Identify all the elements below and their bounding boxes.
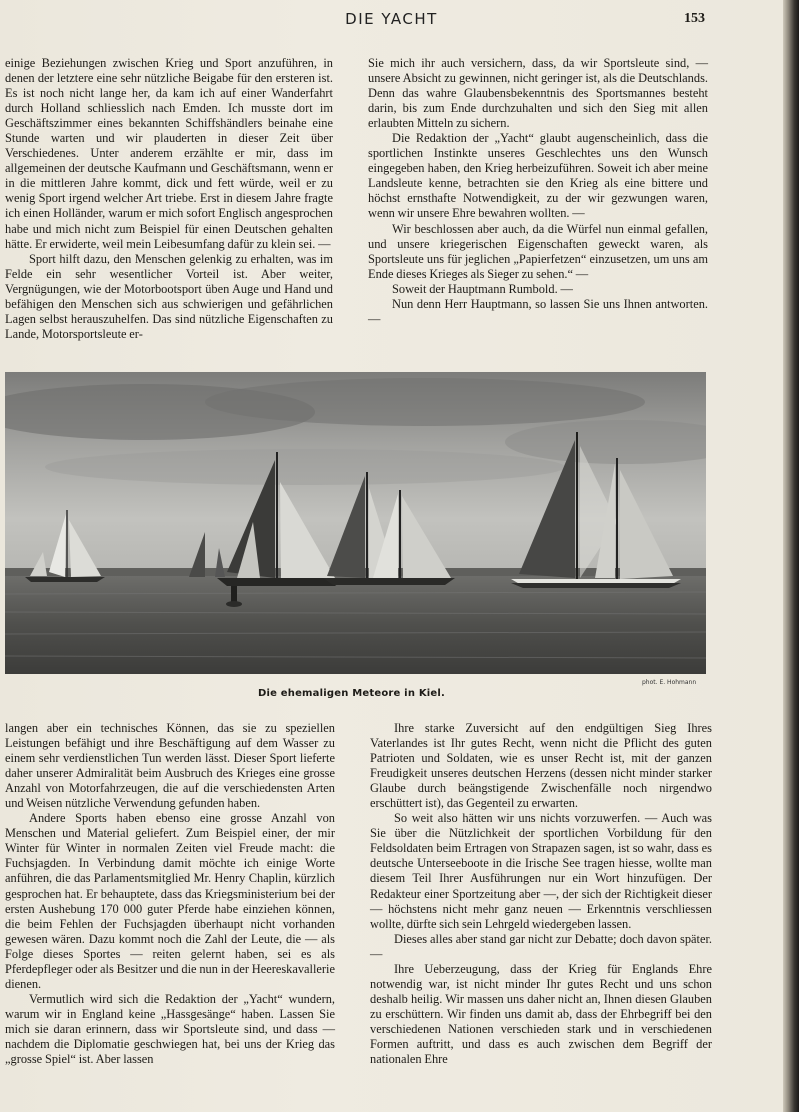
photo-credit: phot. E. Hohmann [642,679,697,686]
text-column-bottom-right [370,721,712,1067]
paragraph: langen aber ein technisches Können, das sie zu speziellen Leistungen befähigt und ihre Beschäftigung auf dem Wasser zu einem sehr verdienstlichen Tun werden lässt. Dieser Sport lieferte daher unserer Admiralität beim Ausbruch des Krieges eine grosse Anzahl von Motorfahrzeugen, die auf die verschiedensten Arten und Weisen nützliche Verwendung gefunden haben. [5,721,335,811]
paragraph: Die Redaktion der „Yacht“ glaubt augenscheinlich, dass die sportlichen Instinkte unseres Geschlechtes uns den Wunsch eingegeben haben, den Krieg herbeizuführen. Soweit ich aber meine Landsleute kenne, betrachten sie den Krieg als eine bittere und höchst ernsthafte Notwendigkeit, zu der wir gezwungen waren, wenn wir unsere Ehre bewahren wollten. — [368,131,708,221]
paragraph: Sport hilft dazu, den Menschen gelenkig zu erhalten, was im Felde ein sehr wesentlicher Vorteil ist. Aber weiter, Vergnügungen, wie der Motorbootsport üben Auge und Hand und befähigen den Menschen sich aus schwierigen und gefährlichen Lagen selbst herauszuhelfen. Das sind nützliche Eigenschaften zu Lande, Motorsportsleute er- [5,251,333,341]
paragraph: Wir beschlossen aber auch, da die Würfel nun einmal gefallen, und unsere kriegerischen Eigenschaften geweckt waren, als Sportsleute uns für jeglichen „Papierfetzen“ einzusetzen, um uns am Ende dieses Krieges als Sieger zu sehen.“ — [368,221,708,281]
paragraph: Nun denn Herr Hauptmann, so lassen Sie uns Ihnen antworten. — [368,296,708,326]
paragraph: Sie mich ihr auch versichern, dass, da wir Sportsleute sind, — unsere Absicht zu gewinnen, nicht geringer ist, als die Deutschlands. Denn das wahre Glaubensbekenntnis des Sportsmannes besteht darin, bis zum Ende durchzuhalten und sich den Sieg mit allen erlaubten Mitteln zu sichern. [368,56,708,131]
running-head: DIE YACHT [345,10,438,28]
page-edge-shadow [783,0,799,1112]
paragraph: Dieses alles aber stand gar nicht zur Debatte; doch davon später. — [370,931,712,961]
page-number: 153 [684,11,705,26]
yacht-photograph [5,372,706,674]
photo-caption: Die ehemaligen Meteore in Kiel. [257,688,445,699]
paragraph: Ihre starke Zuversicht auf den endgültigen Sieg Ihres Vaterlandes ist Ihr gutes Recht, wenn nicht die Pflicht des guten Patrioten und Soldaten, wie es unser Recht ist, mit der ganzen Freudigkeit unseres deutschen Herzens (dessen nicht minder starker Glaube durch beängstigende Zwischenfälle noch nirgendwo erschüttert ist), das Gegenteil zu erwarten. [370,721,712,811]
paragraph: So weit also hätten wir uns nichts vorzuwerfen. — Auch was Sie über die Nützlichkeit der sportlichen Vorbildung für den Feldsoldaten beim Ertragen von Strapazen sagen, ist so wahr, dass es deutsche Unterseeboote in die Irische See tragen hiesse, wollte man diesem Teil Ihrer Ausführungen nur ein Wort hinzufügen. Der Redakteur einer Sportzeitung aber —, der sich der Richtigkeit dieser — höchstens nicht mehr ganz neuen — Erkenntnis verschliessen wollte, dürfte sich sein Lehrgeld wiedergeben lassen. [370,811,712,931]
paragraph: Soweit der Hauptmann Rumbold. — [392,281,573,296]
paragraph: Andere Sports haben ebenso eine grosse Anzahl von Menschen und Material geliefert. Zum Beispiel einer, der mir Winter für Winter in normalen Zeiten viel Freude macht: die Fuchsjagden. In Verbindung damit möchte ich einige Worte anführen, die das Parlamentsmitglied Mr. Henry Chaplin, kürzlich gesprochen hat. Er behauptete, dass das Kriegsministerium bei der ersten Aushebung 170 000 guter Pferde habe einziehen können, die beim Fehlen der Fuchsjagden überhaupt nicht vorhanden gewesen wären. Dazu kommt noch die Zahl der Leute, die — als Folge dieses Sportes — reiten gelernt haben, sei es als Pferdepfleger oder als Besitzer und die nun in der Heereskavallerie dienen. [5,811,335,991]
paragraph: Vermutlich wird sich die Redaktion der „Yacht“ wundern, warum wir in England keine „Hassgesänge“ haben. Lassen Sie mich sie daran erinnern, dass wir Sportsleute sind, und dass — nachdem die Diplomatie geschwiegen hat, bei uns der Krieg das „grosse Spiel“ ist. Aber lassen [5,991,335,1067]
text-column-top-left [5,56,333,342]
paragraph: einige Beziehungen zwischen Krieg und Sport anzuführen, in denen der letztere eine sehr nützliche Beigabe für den ersteren ist. Es ist noch nicht lange her, da kam ich auf einer Wanderfahrt durch Holland schliesslich nach Emden. Ich musste dort im Geschäftszimmer eines bekannten Schiffshändlers beinahe eine Stunde warten und wir plauderten in dieser Zeit über Verschiedenes. Unter anderem erzählte er mir, dass im allgemeinen der deutsche Kaufmann und Geschäftsmann, wenn er in die mittleren Jahre kommt, dick und fett würde, weil er zu wenig Sport irgend welcher Art triebe. Erst in diesem Jahre fragte ich einen Holländer, warum er mich sofort Englisch angesprochen habe und mich nicht zum Beispiel für einen Deutschen gehalten hätte. Er erwiderte, weil mein Leibesumfang dafür zu klein sei. — [5,56,333,251]
text-column-top-right [368,56,708,327]
text-column-bottom-left [5,721,335,1067]
paragraph: Ihre Ueberzeugung, dass der Krieg für Englands Ehre notwendig war, ist nicht minder Ihr gutes Recht und uns schon deshalb heilig. Wir massen uns daher nicht an, Ihnen diesen Glauben zu erschüttern. Wir finden uns damit ab, dass der Ehrbegriff bei den verschiedenen Nationen verschieden stark und in verschiedenen Formen auftritt, und dass es auch zwischen dem Begriff der nationalen Ehre [370,961,712,1067]
